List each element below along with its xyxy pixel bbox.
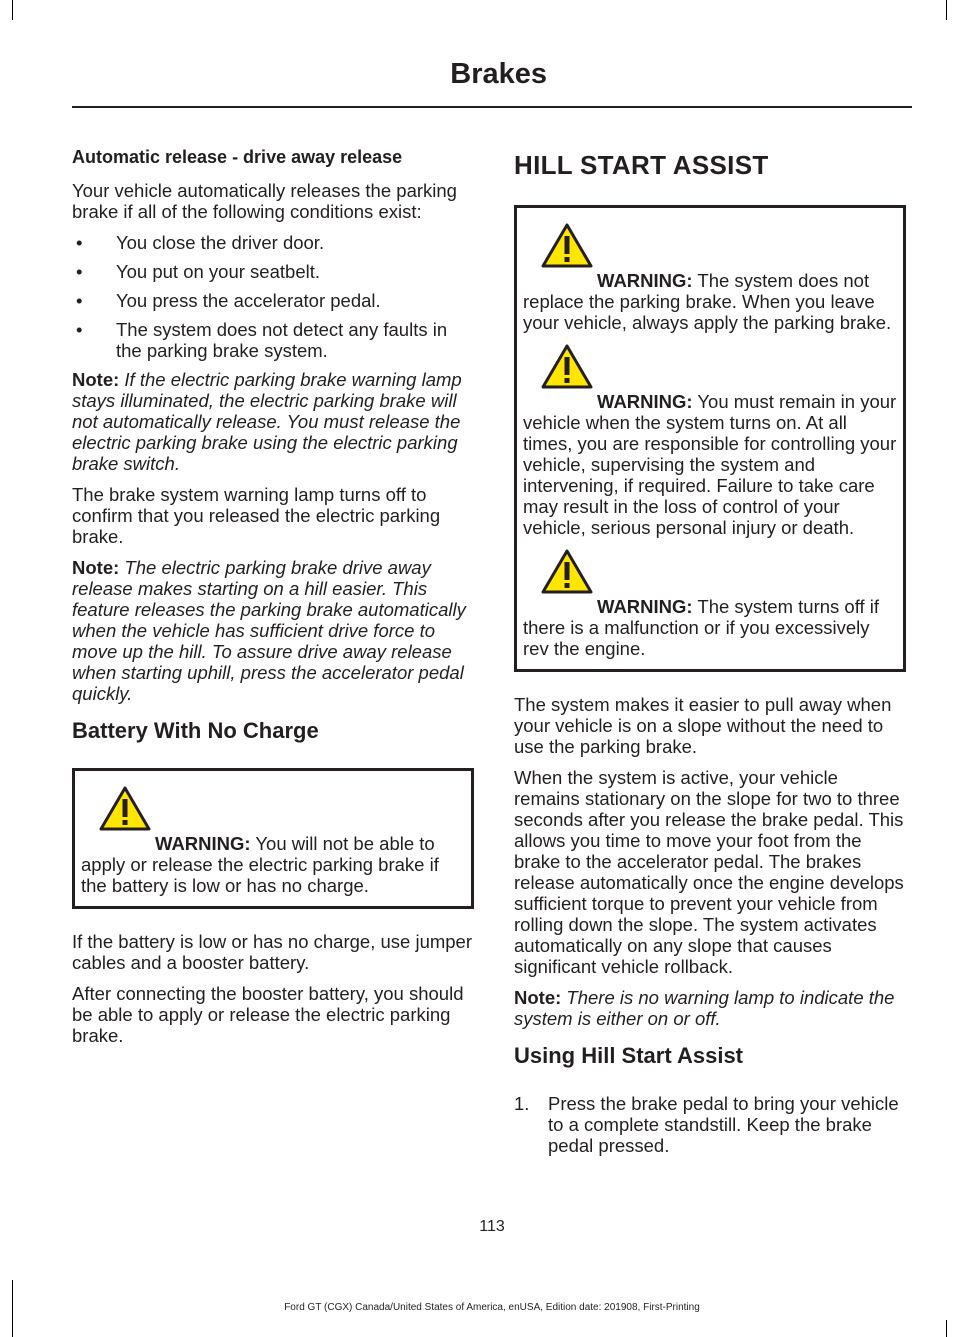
note-label: Note: bbox=[72, 557, 120, 578]
drive-away-release-subheading: Automatic release - drive away release bbox=[72, 147, 403, 167]
step-number: 1. bbox=[514, 1093, 530, 1114]
warning-triangle-icon bbox=[99, 785, 151, 831]
warning-triangle-icon bbox=[541, 343, 593, 389]
warning-item bbox=[523, 270, 897, 333]
intro-paragraph: Your vehicle automatically releases the parking brake if all of the following conditions exist: bbox=[72, 180, 457, 222]
note-drive-away bbox=[72, 557, 474, 704]
warning-paragraph bbox=[523, 391, 897, 538]
list-item: • You put on your seatbelt. bbox=[72, 261, 474, 282]
note-text: The electric parking brake drive away release makes starting on a hill easier. This feature releases the parking brake automatically when the vehicle has sufficient drive force to move up the hill. To assure drive away release when starting uphill, press the accelerator pedal quickly. bbox=[72, 557, 466, 704]
battery-paragraph-2: After connecting the booster battery, you should be able to apply or release the electric parking brake. bbox=[72, 983, 464, 1046]
edition-footer: Ford GT (CGX) Canada/United States of America, enUSA, Edition date: 201908, First-Printing bbox=[284, 1302, 700, 1313]
steps-list bbox=[514, 1093, 906, 1156]
left-column bbox=[72, 146, 474, 1056]
note-text: If the electric parking brake warning lamp stays illuminated, the electric parking brake will not automatically release. You must release the electric parking brake using the electric parking brake switch. bbox=[72, 369, 462, 474]
crop-mark-top-right bbox=[946, 0, 947, 20]
battery-paragraph-1: If the battery is low or has no charge, use jumper cables and a booster battery. bbox=[72, 931, 473, 973]
warning-item bbox=[523, 596, 897, 659]
warning-paragraph bbox=[523, 270, 897, 333]
warning-label: WARNING: bbox=[155, 833, 251, 854]
header-rule bbox=[72, 106, 912, 108]
warning-label: WARNING: bbox=[597, 391, 693, 412]
hill-start-warning-box bbox=[514, 205, 906, 672]
step-text: Press the brake pedal to bring your vehicle to a complete standstill. Keep the brake pedal pressed. bbox=[548, 1093, 899, 1156]
warning-item bbox=[523, 391, 897, 538]
battery-warning-box bbox=[72, 768, 474, 909]
hill-start-paragraph-1: The system makes it easier to pull away when your vehicle is on a slope without the need to use the parking brake. bbox=[514, 694, 892, 757]
note-label: Note: bbox=[72, 369, 120, 390]
warning-item bbox=[81, 833, 465, 896]
warning-paragraph bbox=[81, 833, 465, 896]
using-hill-start-heading: Using Hill Start Assist bbox=[514, 1043, 744, 1068]
list-item bbox=[514, 1093, 906, 1156]
warning-triangle-icon bbox=[541, 548, 593, 594]
crop-mark-bottom-right bbox=[946, 1320, 947, 1337]
warning-text: The system does not replace the parking brake. When you leave your vehicle, always apply the parking brake. bbox=[523, 270, 892, 333]
warning-paragraph bbox=[523, 596, 897, 659]
list-item: • You close the driver door. bbox=[72, 232, 474, 253]
warning-text: You will not be able to apply or release the electric parking brake if the battery is low or has no charge. bbox=[81, 833, 439, 896]
lamp-paragraph: The brake system warning lamp turns off to confirm that you released the electric parking brake. bbox=[72, 484, 441, 547]
warning-text: The system turns off if there is a malfunction or if you excessively rev the engine. bbox=[523, 596, 880, 659]
page-header-title: Brakes bbox=[450, 58, 547, 90]
battery-heading: Battery With No Charge bbox=[72, 718, 319, 743]
right-column bbox=[514, 146, 906, 1164]
warning-triangle-icon bbox=[541, 222, 593, 268]
list-item: • You press the accelerator pedal. bbox=[72, 290, 474, 311]
crop-mark-top-left bbox=[12, 0, 13, 20]
warning-label: WARNING: bbox=[597, 270, 693, 291]
note-lamp bbox=[72, 369, 474, 474]
hill-start-paragraph-2: When the system is active, your vehicle remains stationary on the slope for two to three seconds after you release the brake pedal. This allows you time to move your foot from the brake to the accelerator pedal. The brakes release automatically once the engine develops sufficient torque to prevent your vehicle from rolling down the slope. The system activates automatically on any slope that causes significant vehicle rollback. bbox=[514, 767, 904, 977]
note-text: There is no warning lamp to indicate the system is either on or off. bbox=[514, 987, 895, 1029]
list-item: • The system does not detect any faults in the parking brake system. bbox=[72, 319, 474, 361]
warning-text: You must remain in your vehicle when the system turns on. At all times, you are responsible for controlling your vehicle, supervising the system and intervening, if required. Failure to take care may result in the loss of control of your vehicle, serious personal injury or death. bbox=[523, 391, 897, 538]
note-label: Note: bbox=[514, 987, 562, 1008]
hill-start-assist-heading: HILL START ASSIST bbox=[514, 150, 769, 180]
note-no-lamp bbox=[514, 987, 906, 1029]
page-number: 113 bbox=[479, 1218, 505, 1235]
conditions-list bbox=[72, 232, 474, 361]
warning-label: WARNING: bbox=[597, 596, 693, 617]
